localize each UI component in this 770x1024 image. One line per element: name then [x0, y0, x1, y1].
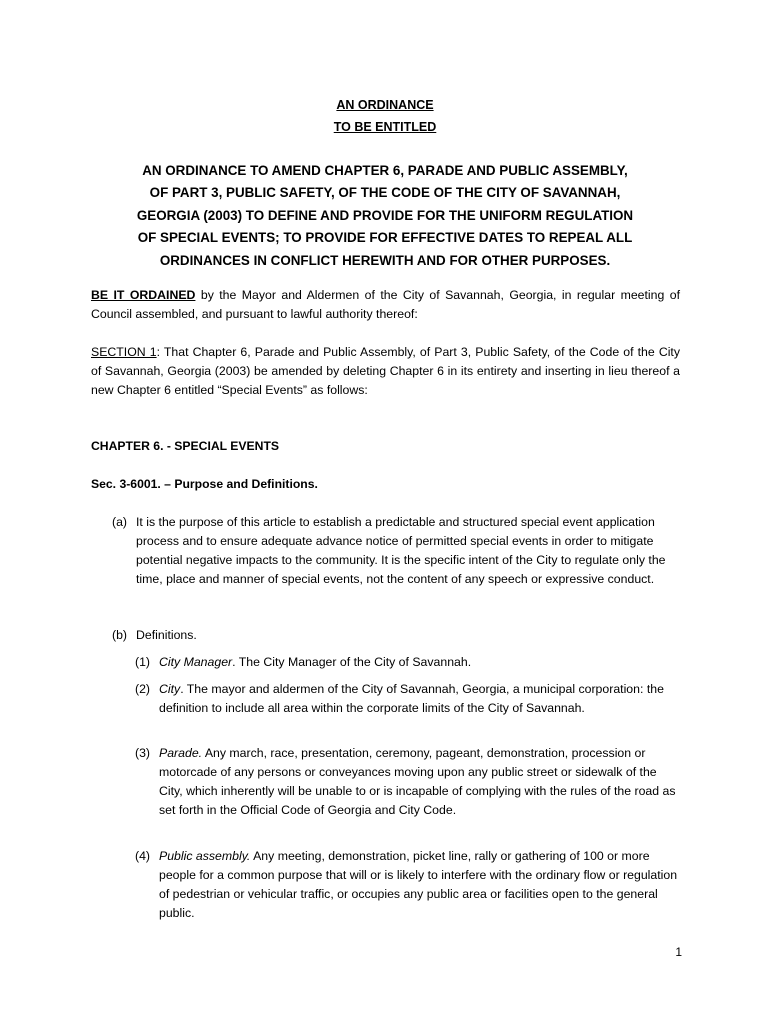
definition-text: Any meeting, demonstration, picket line, rally or gathering of 100 or more people for a common purpose that will or is likely to interfere with the ordinary flow or regulation of pedestrian or vehicular traffic, or occupies any public area or facilities open to the general public. [159, 849, 678, 920]
definitions-item [112, 626, 680, 645]
definition-term: Public assembly. [159, 849, 251, 863]
ordained-lead: BE IT ORDAINED [91, 288, 196, 302]
item-label: (a) [112, 515, 128, 529]
definition-text: Any march, race, presentation, ceremony, pageant, demonstration, procession or motorcade of any persons or conveyances moving upon any public street or sidewalk of the City, which inherently will be unable to or is incapable of complying with the rules of the road as set forth in the Official Code of Georgia and City Code. [159, 746, 676, 817]
item-text: It is the purpose of this article to establish a predictable and structured special event application process and to ensure adequate advance notice of permitted special events in order to mitigate potential negative impacts to the community. It is the specific intent of the City to regulate only the time, place and manner of special events, not the content of any speech or expressive conduct. [136, 515, 666, 586]
definition-term: City [159, 682, 181, 696]
page-number: 1 [675, 945, 682, 959]
definition-term: City Manager [159, 655, 233, 669]
title-line: OF SPECIAL EVENTS; TO PROVIDE FOR EFFECTIVE DATES TO REPEAL ALL [137, 230, 633, 246]
definition-label: (4) [135, 849, 151, 863]
definition-parade [135, 744, 680, 820]
ordained-text: by the Mayor and Aldermen of the City of Savannah, Georgia, in regular meeting of Council assembled, and pursuant to lawful authority thereof: [91, 288, 680, 321]
title-line: AN ORDINANCE TO AMEND CHAPTER 6, PARADE AND PUBLIC ASSEMBLY, [142, 163, 628, 178]
definition-city [135, 680, 680, 718]
definition-text: . The City Manager of the City of Savannah. [232, 655, 472, 669]
header-line-2: TO BE ENTITLED [333, 120, 437, 134]
definition-term: Parade. [159, 746, 203, 760]
purpose-item [112, 513, 680, 589]
definition-label: (2) [135, 682, 151, 696]
section-heading: Sec. 3-6001. – Purpose and Definitions. [91, 477, 318, 491]
definition-public-assembly [135, 847, 680, 923]
definition-text: . The mayor and aldermen of the City of Savannah, Georgia, a municipal corporation: the definition to include all area within the corporate limits of the City of Savannah. [159, 682, 664, 715]
section-1-text: : That Chapter 6, Parade and Public Assembly, of Part 3, Public Safety, of the Code of the City of Savannah, Georgia (2003) be amended by deleting Chapter 6 in its entirety and inserting in lieu thereof a new Chapter 6 entitled “Special Events” as follows: [91, 345, 680, 397]
definition-city-manager [135, 653, 680, 672]
header-line-1: AN ORDINANCE [336, 98, 434, 112]
ordinance-title [90, 160, 680, 272]
title-line: OF PART 3, PUBLIC SAFETY, OF THE CODE OF THE CITY OF SAVANNAH, [149, 185, 621, 201]
chapter-heading: CHAPTER 6. - SPECIAL EVENTS [91, 439, 280, 453]
title-line: GEORGIA (2003) TO DEFINE AND PROVIDE FOR THE UNIFORM REGULATION [136, 207, 634, 223]
definition-label: (1) [135, 655, 151, 669]
item-label: (b) [112, 628, 128, 642]
section-1-lead: SECTION 1 [91, 345, 157, 359]
section-1-paragraph [91, 343, 680, 400]
definition-label: (3) [135, 746, 151, 760]
item-text: Definitions. [136, 628, 197, 642]
ordained-paragraph [91, 286, 680, 324]
title-line: ORDINANCES IN CONFLICT HEREWITH AND FOR OTHER PURPOSES. [159, 252, 611, 268]
